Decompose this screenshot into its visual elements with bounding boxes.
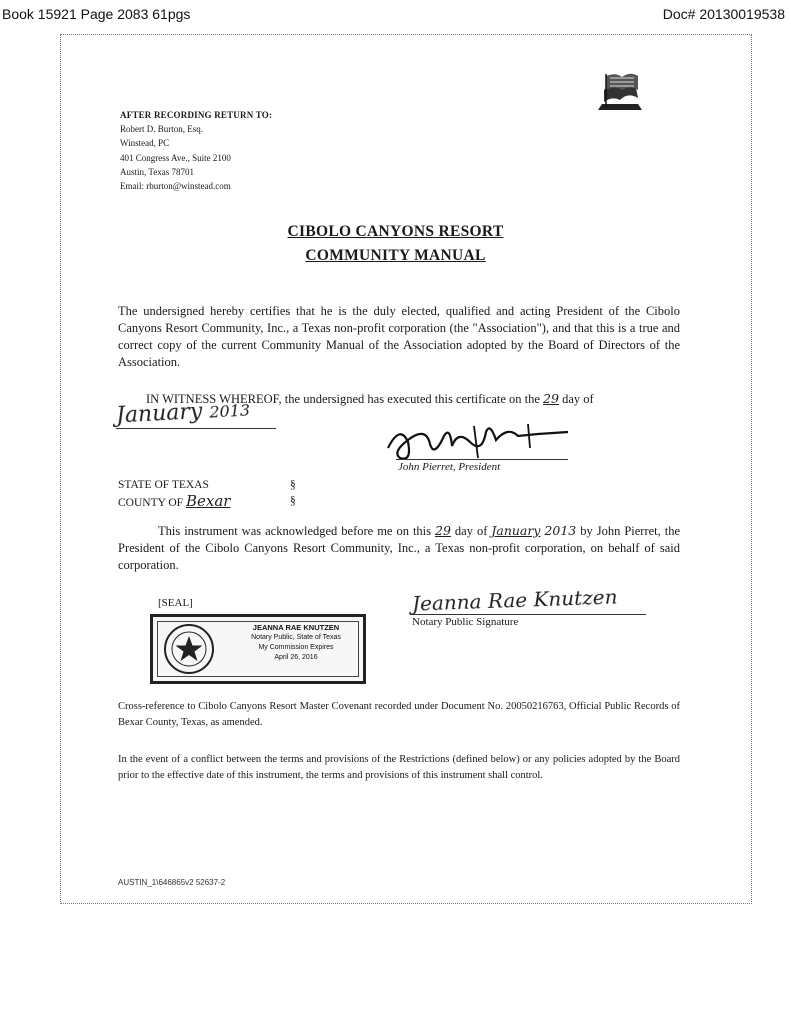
certification-paragraph: The undersigned hereby certifies that he is the duly elected, qualified and acting President of the Cibolo Canyons Resort Community, Inc., a Texas non-profit corporation (the "Association"), and that this is a true and correct copy of the current Community Manual of the Association adopted by the Board of Directors of the Association.: [118, 304, 680, 369]
seal-text: JEANNA RAE KNUTZEN Notary Public, State of Texas My Commission Expires April 26, 2016: [237, 623, 355, 663]
witness-text: IN WITNESS WHEREOF, the undersigned has executed this certificate on the: [146, 392, 540, 406]
return-line: Winstead, PC: [120, 138, 170, 149]
county-name: Bexar: [185, 492, 231, 510]
star-seal-icon: [163, 623, 215, 675]
signature-line: [396, 459, 568, 460]
return-address-block: [120, 108, 272, 193]
return-label: AFTER RECORDING RETURN TO:: [120, 110, 273, 120]
signer-name: John Pierret, President: [398, 461, 501, 473]
notary-signature-line: [410, 614, 646, 615]
document-title-line1: CIBOLO CANYONS RESORT: [287, 223, 504, 240]
notary-signature-caption: Notary Public Signature: [412, 616, 519, 628]
notary-signature-handwritten: Jeanna Rae Knutzen: [411, 584, 618, 616]
ack-day: 29: [435, 523, 451, 538]
witness-day-suffix: day of: [562, 392, 594, 406]
return-line: Email: rburton@winstead.com: [120, 181, 231, 192]
seal-label: [SEAL]: [158, 597, 193, 609]
return-line: Robert D. Burton, Esq.: [120, 124, 203, 135]
county-label: COUNTY OF: [118, 497, 184, 509]
acknowledgment-paragraph: This instrument was acknowledged before me on this 29 day of January 2013 by John Pierret, the President of the Cibolo Canyons Resort Community, Inc., a Texas non-profit corporation, on behalf of said corporation.: [118, 523, 681, 572]
ack-year: 2013: [544, 523, 577, 538]
document-identifier: AUSTIN_1\646865v2 52637-2: [118, 878, 226, 887]
cross-reference-text: Cross-reference to Cibolo Canyons Resort Master Covenant recorded under Document No. 20050216763, Official Public Records of Bexar County, Texas, as amended.: [118, 701, 680, 728]
notary-seal-stamp: [150, 614, 366, 684]
return-line: 401 Congress Ave., Suite 2100: [120, 152, 231, 163]
conflict-provision-text: In the event of a conflict between the terms and provisions of the Restrictions (defined below) or any policies adopted by the Board prior to the effective date of this instrument, the terms and provisions of this instrument shall control.: [118, 754, 680, 781]
date-underline: [116, 428, 276, 429]
document-number-header: Doc# 20130019538: [662, 6, 785, 22]
document-title-line2: COMMUNITY MANUAL: [305, 247, 486, 264]
book-page-header: Book 15921 Page 2083 61pgs: [2, 6, 191, 22]
venue-block: STATE OF TEXAS § COUNTY OF Bexar §: [118, 479, 296, 510]
witness-day: 29: [543, 391, 559, 406]
flag-logo-icon: [590, 68, 650, 116]
seal-notary-name: JEANNA RAE KNUTZEN: [252, 623, 340, 632]
return-line: Austin, Texas 78701: [120, 166, 194, 177]
state-label: STATE OF TEXAS: [118, 479, 209, 491]
witness-month-handwritten: January 2013: [115, 399, 251, 429]
ack-month: January: [491, 523, 541, 538]
